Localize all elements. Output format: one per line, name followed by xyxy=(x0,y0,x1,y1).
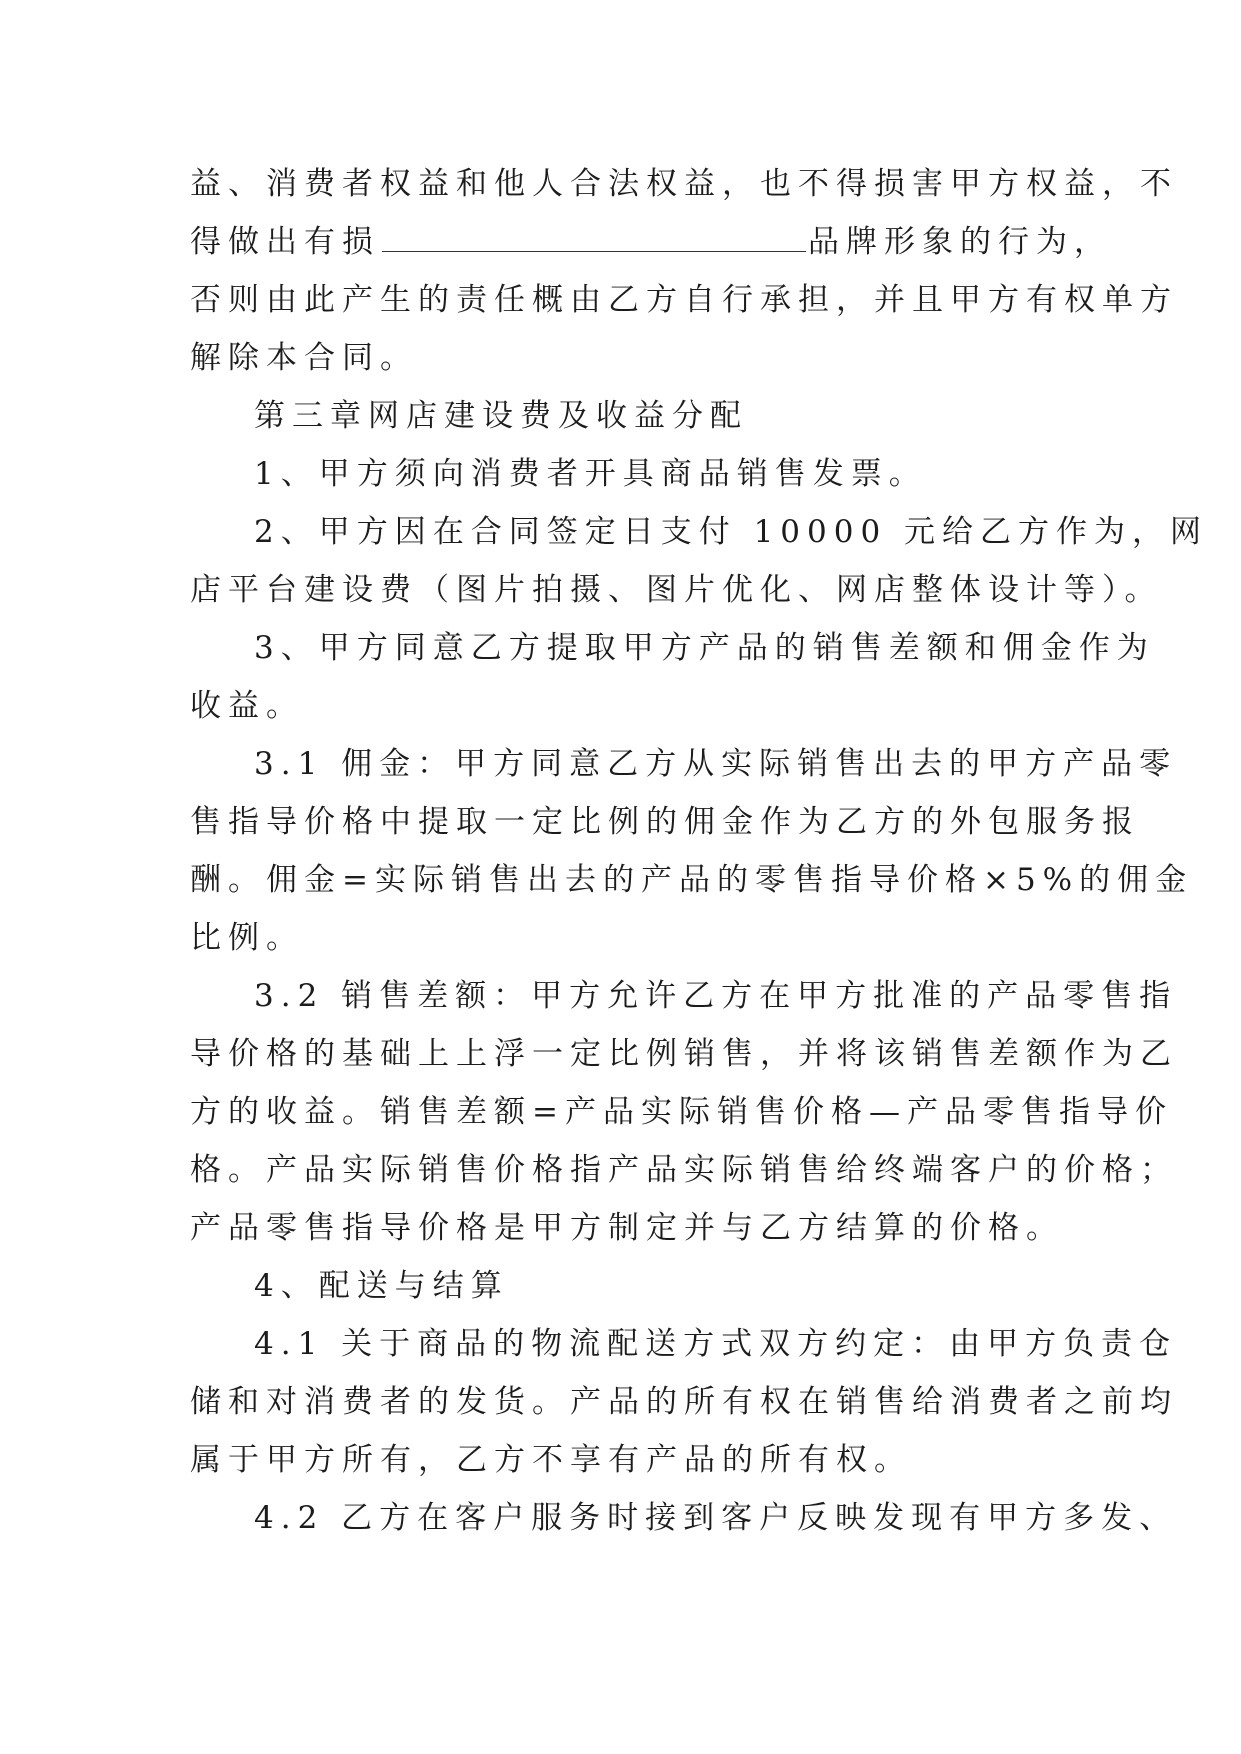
text-line: 店平台建设费（图片拍摄、图片优化、网店整体设计等）。 xyxy=(190,572,1163,608)
fill-in-blank[interactable] xyxy=(382,213,806,252)
text-line: 2、甲方因在合同签定日支付 10000 元给乙方作为，网 xyxy=(254,514,1209,550)
text-line: 格。产品实际销售价格指产品实际销售给终端客户的价格； xyxy=(190,1152,1178,1188)
text-line: 比例。 xyxy=(190,920,304,956)
text-line: 3.1 佣金：甲方同意乙方从实际销售出去的甲方产品零 xyxy=(254,746,1178,782)
text-line: 属于甲方所有，乙方不享有产品的所有权。 xyxy=(190,1442,912,1478)
text-line: 1、甲方须向消费者开具商品销售发票。 xyxy=(254,456,927,492)
text-fragment: 品牌形象的行为， xyxy=(808,224,1112,260)
text-line: 4.1 关于商品的物流配送方式双方约定：由甲方负责仓 xyxy=(254,1326,1178,1362)
text-line: 导价格的基础上上浮一定比例销售，并将该销售差额作为乙 xyxy=(190,1036,1178,1072)
text-line: 方的收益。销售差额=产品实际销售价格—产品零售指导价 xyxy=(190,1094,1173,1130)
text-line: 否则由此产生的责任概由乙方自行承担，并且甲方有权单方 xyxy=(190,282,1178,318)
text-fragment: 得做出有损 xyxy=(190,224,380,260)
chapter-heading: 第三章网店建设费及收益分配 xyxy=(254,398,748,434)
text-line: 储和对消费者的发货。产品的所有权在销售给消费者之前均 xyxy=(190,1384,1178,1420)
text-line: 产品零售指导价格是甲方制定并与乙方结算的价格。 xyxy=(190,1210,1064,1246)
document-body xyxy=(190,155,1209,1547)
text-line: 解除本合同。 xyxy=(190,340,418,376)
section-heading: 4、配送与结算 xyxy=(254,1268,509,1304)
text-line: 益、消费者权益和他人合法权益，也不得损害甲方权益，不 xyxy=(190,166,1178,202)
text-line: 3、甲方同意乙方提取甲方产品的销售差额和佣金作为 xyxy=(254,630,1155,666)
text-line: 售指导价格中提取一定比例的佣金作为乙方的外包服务报 xyxy=(190,804,1140,840)
text-line: 4.2 乙方在客户服务时接到客户反映发现有甲方多发、 xyxy=(254,1500,1178,1536)
text-line: 3.2 销售差额：甲方允许乙方在甲方批准的产品零售指 xyxy=(254,978,1178,1014)
text-line: 酬。佣金=实际销售出去的产品的零售指导价格×5%的佣金 xyxy=(190,862,1194,898)
text-line-with-blank xyxy=(190,213,1112,271)
text-line: 收益。 xyxy=(190,688,304,724)
